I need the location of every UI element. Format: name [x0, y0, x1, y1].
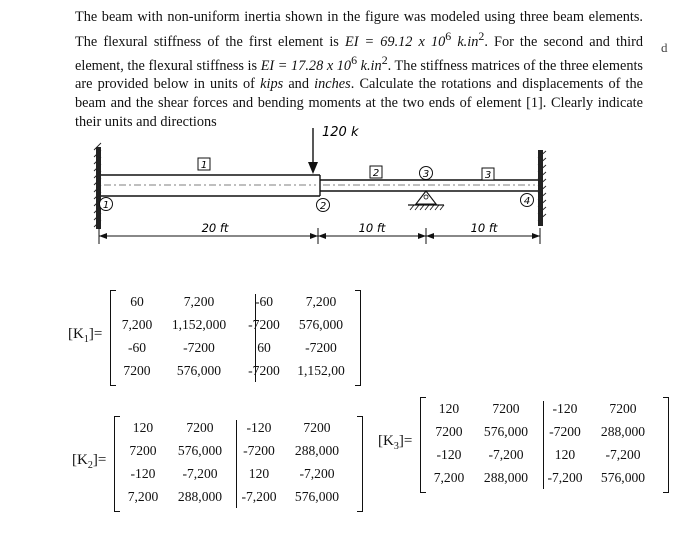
margin-mark: d [661, 40, 668, 55]
beam-element-1 [101, 175, 320, 196]
matrix-k2 [72, 416, 362, 512]
pin-support [408, 191, 444, 210]
node-3-marker [420, 167, 433, 181]
element-3-label [482, 168, 494, 181]
matrix-k2-right-bracket [357, 416, 363, 512]
matrix-k1-label: $[K_1]=$ [68, 326, 103, 345]
left-fixed-support [94, 143, 101, 229]
beam-figure [0, 0, 700, 260]
matrix-k3-row: -120 -7,200 120 -7,200 [436, 446, 641, 462]
element-2-label [370, 166, 382, 179]
problem-statement: The beam with non-uniform inertia shown in the figure was modeled using three beam elements. The flexural stiffness of the first element is EI = 69.12 x $10^6$ $k.in^2$. For the second and third element, the flexural stiffness is EI = 17.28 x $10^6$ $k.in^2$. The stiffness matrices of the three elements are provided below in units of kips and inches. Calculate the rotations and displacements of the beam and the shear forces and bending moments at the two ends of element [1]. Clearly indicate their units and directions [75, 9, 644, 130]
node-4-marker [521, 194, 534, 208]
matrix-k1-table [113, 290, 351, 382]
svg-text:4: 4 [523, 196, 531, 207]
matrix-k1-row: 60 7,200 -60 7,200 [130, 293, 337, 309]
svg-text:1: 1 [102, 200, 110, 211]
svg-text:2: 2 [319, 201, 327, 212]
svg-text:3: 3 [422, 169, 430, 180]
matrix-k1-row: 7,200 1,152,000 -7200 576,000 [121, 316, 344, 332]
right-fixed-support [538, 150, 546, 226]
matrix-k1-right-bracket [355, 290, 361, 386]
span-2-label: 10 ft [358, 221, 386, 235]
matrix-k2-row: 120 7200 -120 7200 [132, 419, 331, 435]
matrix-k3-row: 120 7200 -120 7200 [438, 400, 637, 416]
matrix-k3 [378, 397, 668, 493]
node-1-marker [100, 198, 113, 212]
svg-text:1: 1 [200, 160, 208, 171]
load-label: 120 k [322, 125, 359, 140]
svg-text:3: 3 [484, 170, 492, 181]
svg-text:2: 2 [372, 168, 380, 179]
matrix-k3-table [423, 397, 653, 489]
element-1-label [198, 158, 210, 171]
span-3-label: 10 ft [470, 221, 498, 235]
point-load-arrow [308, 128, 318, 174]
beam-elements-2-3 [320, 180, 538, 191]
matrix-k2-label: $[K_2]=$ [72, 452, 107, 471]
matrix-k2-row: -120 -7,200 120 -7,200 [130, 465, 335, 481]
span-1-label: 20 ft [201, 221, 229, 235]
node-2-marker [317, 199, 330, 213]
matrix-k2-row: 7,200 288,000 -7,200 576,000 [127, 488, 340, 504]
matrix-k3-right-bracket [663, 397, 669, 493]
matrix-k3-row: 7200 576,000 -7200 288,000 [435, 423, 646, 439]
matrix-k1-row: 7200 576,000 -7200 1,152,00 [123, 362, 345, 378]
matrix-k2-row: 7200 576,000 -7200 288,000 [129, 442, 340, 458]
matrix-k1-row: -60 -7200 60 -7200 [127, 339, 337, 355]
matrix-k3-row: 7,200 288,000 -7,200 576,000 [433, 469, 646, 485]
matrix-k3-label: $[K_3]=$ [378, 433, 413, 452]
matrix-k1 [68, 290, 360, 386]
matrix-k2-table [117, 416, 347, 508]
